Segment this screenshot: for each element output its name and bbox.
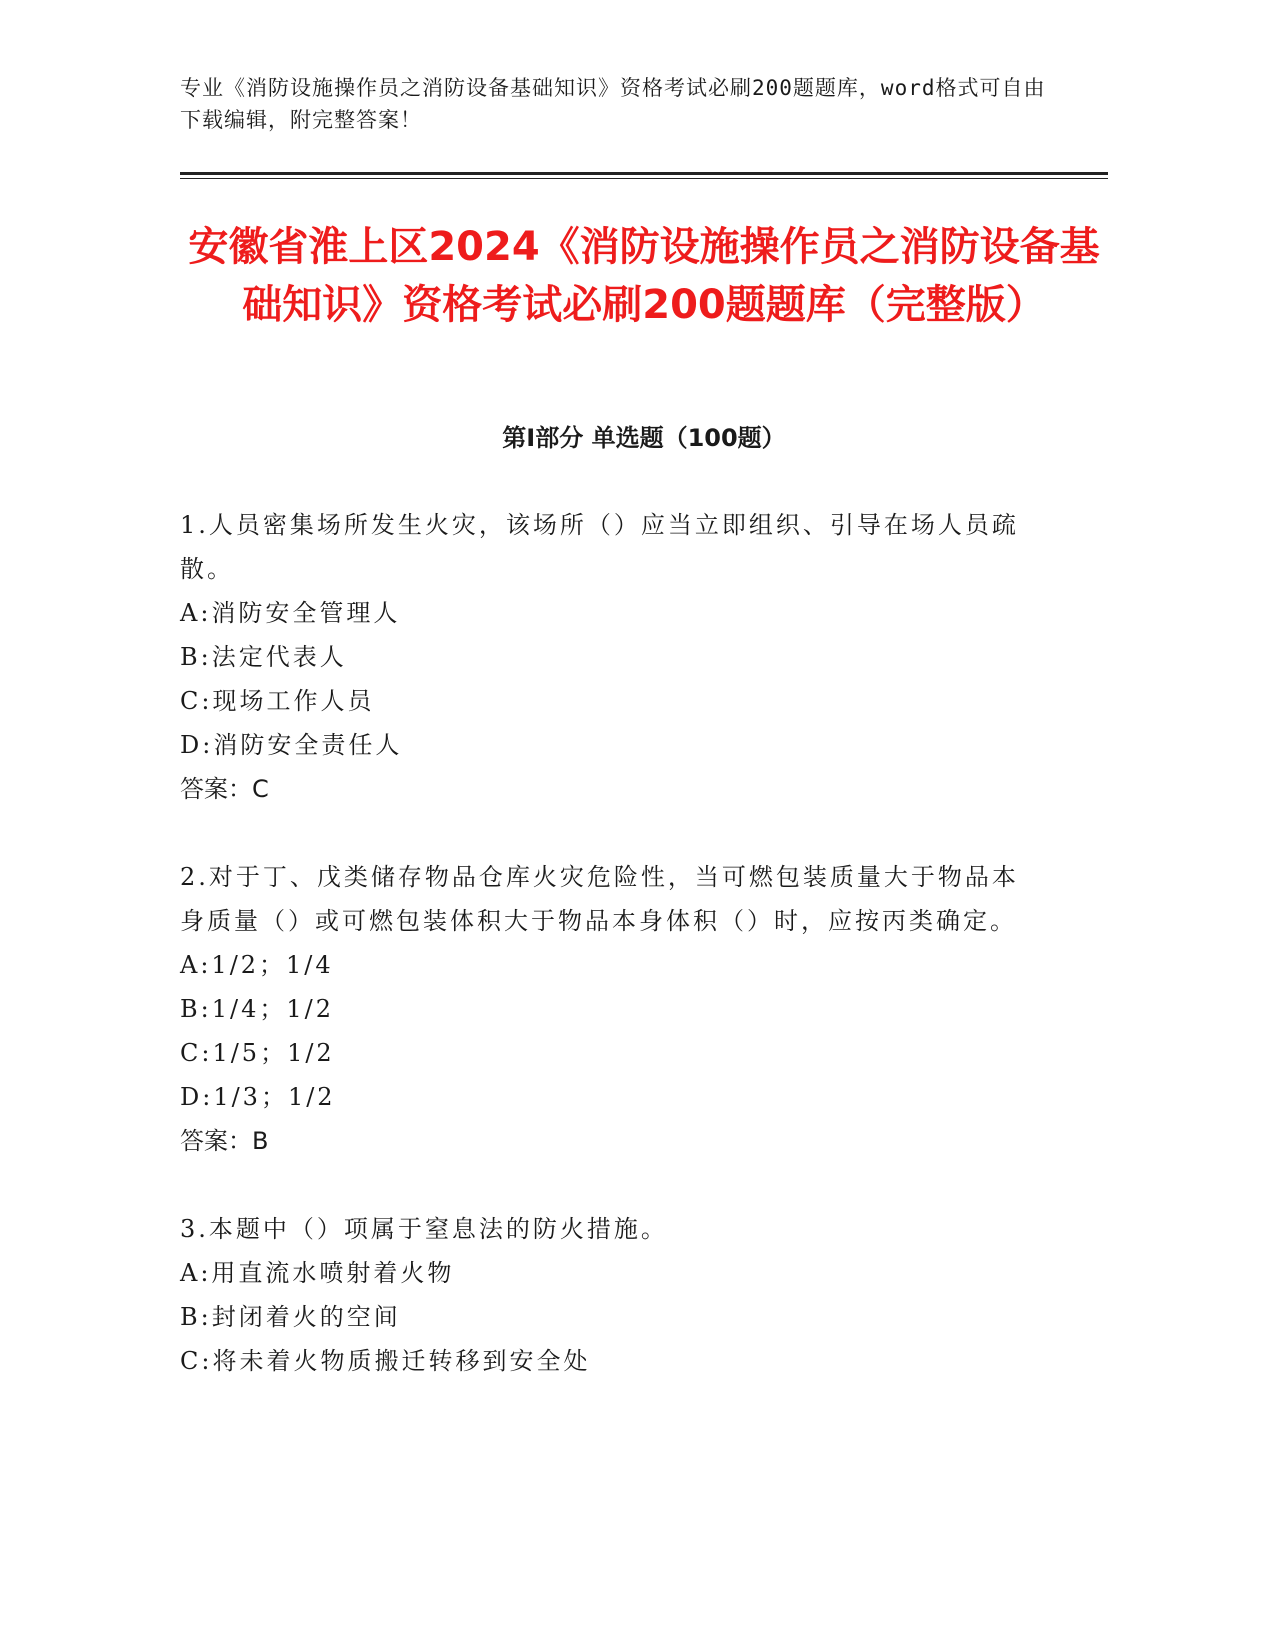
option-a: A:用直流水喷射着火物 [180, 1259, 455, 1287]
option-d: D:1/3；1/2 [180, 1083, 336, 1111]
option-b: B:法定代表人 [180, 643, 347, 671]
option-a: A:消防安全管理人 [180, 599, 401, 627]
question-3 [180, 1207, 1030, 1383]
option-a: A:1/2；1/4 [180, 951, 334, 979]
option-c: C:1/5；1/2 [180, 1039, 335, 1067]
option-b: B:封闭着火的空间 [180, 1303, 401, 1331]
answer: 答案：B [180, 1127, 269, 1155]
section-heading: 第Ⅰ部分 单选题（100题） [502, 424, 786, 452]
header-note: 专业《消防设施操作员之消防设备基础知识》资格考试必刷200题题库，word格式可自由下载编辑，附完整答案！ [180, 76, 1046, 132]
option-d: D:消防安全责任人 [180, 731, 403, 759]
header-divider-thick [180, 172, 1108, 175]
answer: 答案：C [180, 775, 269, 803]
question-stem: 3.本题中（）项属于窒息法的防火措施。 [180, 1215, 668, 1243]
question-stem: 1.人员密集场所发生火灾，该场所（）应当立即组织、引导在场人员疏散。 [180, 511, 1019, 583]
option-c: C:现场工作人员 [180, 687, 375, 715]
header-divider-thin [180, 178, 1108, 179]
question-stem: 2.对于丁、戊类储存物品仓库火灾危险性，当可燃包装质量大于物品本身质量（）或可燃包装体积大于物品本身体积（）时，应按丙类确定。 [180, 863, 1019, 935]
question-list [180, 503, 1030, 1427]
document-title: 安徽省淮上区2024《消防设施操作员之消防设备基础知识》资格考试必刷200题题库（完整版） [188, 224, 1100, 328]
question-2 [180, 855, 1030, 1163]
option-b: B:1/4；1/2 [180, 995, 334, 1023]
option-c: C:将未着火物质搬迁转移到安全处 [180, 1347, 591, 1375]
question-1 [180, 503, 1030, 811]
